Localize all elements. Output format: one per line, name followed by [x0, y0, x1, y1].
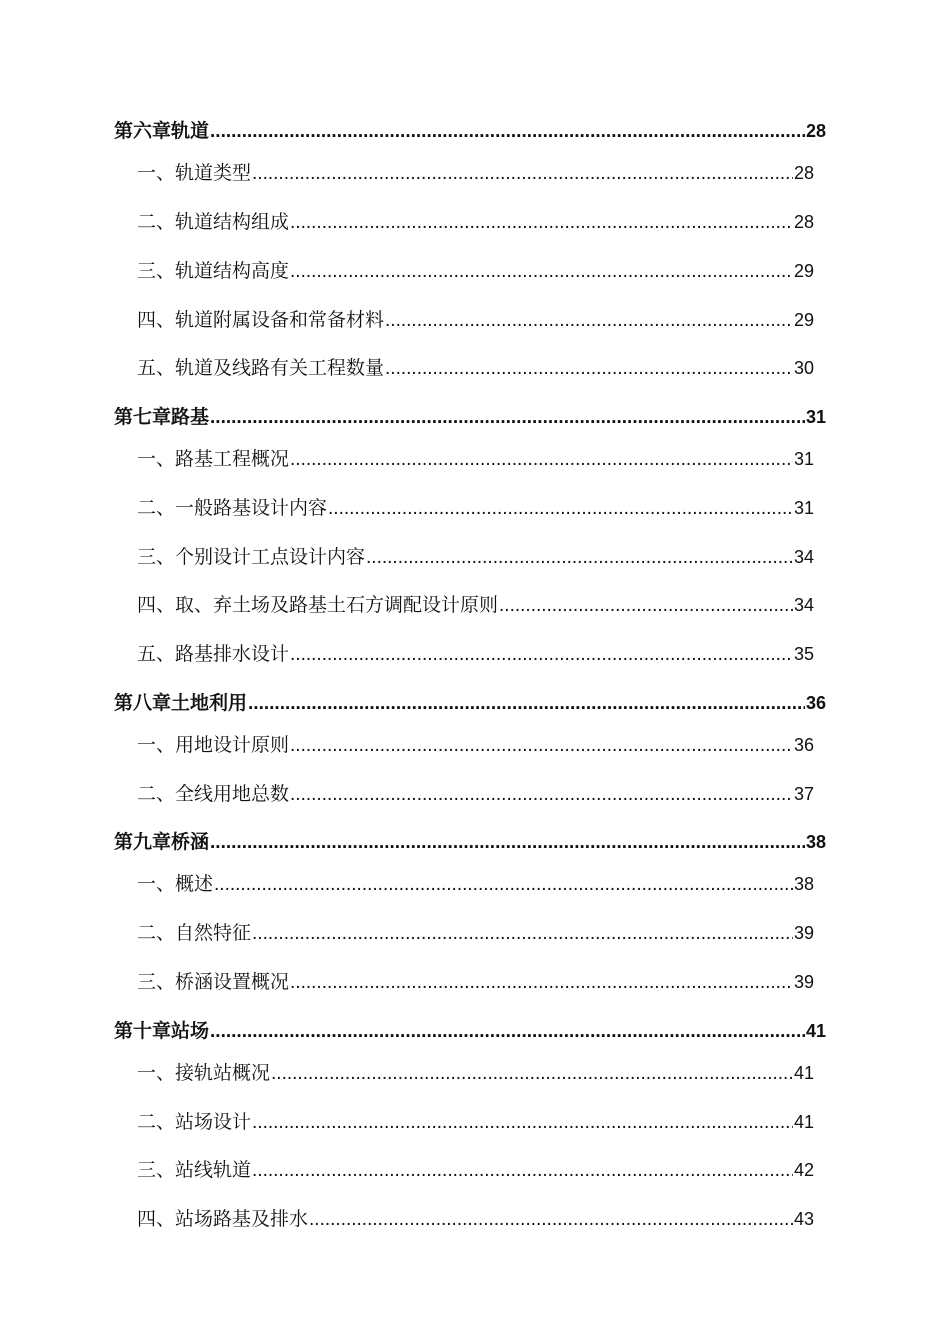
toc-page-number: 28 — [793, 212, 814, 232]
toc-page-number: 41 — [793, 1063, 814, 1083]
dot-leader — [210, 832, 805, 854]
toc-title: 第十章站场 — [114, 1020, 210, 1042]
toc-title: 二、自然特征 — [137, 922, 252, 944]
dot-leader — [210, 407, 805, 429]
toc-title: 二、轨道结构组成 — [137, 211, 290, 233]
toc-title: 一、概述 — [137, 873, 214, 895]
toc-title: 第九章桥涵 — [114, 831, 210, 853]
toc-page-number: 36 — [793, 735, 814, 755]
toc-section[interactable] — [137, 590, 814, 617]
toc-page-number: 34 — [793, 595, 814, 615]
toc-chapter[interactable] — [114, 116, 826, 143]
toc-title: 一、用地设计原则 — [137, 734, 290, 756]
toc-section[interactable] — [137, 493, 814, 520]
toc-chapter[interactable] — [114, 688, 826, 715]
toc-page-number: 29 — [793, 310, 814, 330]
dot-leader — [499, 595, 793, 617]
dot-leader — [248, 693, 805, 715]
toc-page-number: 38 — [793, 874, 814, 894]
dot-leader — [290, 261, 793, 283]
dot-leader — [252, 1112, 793, 1134]
toc-page-number: 35 — [793, 644, 814, 664]
toc-page-number: 28 — [793, 163, 814, 183]
toc-section[interactable] — [137, 967, 814, 994]
dot-leader — [290, 735, 793, 757]
toc-page-number: 39 — [793, 923, 814, 943]
toc-page-number: 38 — [805, 832, 826, 852]
toc-section[interactable] — [137, 918, 814, 945]
toc-page-number: 36 — [805, 693, 826, 713]
toc-title: 三、轨道结构高度 — [137, 260, 290, 282]
toc-title: 二、站场设计 — [137, 1111, 252, 1133]
toc-page-number: 28 — [805, 121, 826, 141]
toc-title: 四、取、弃土场及路基土石方调配设计原则 — [137, 594, 499, 616]
dot-leader — [252, 163, 793, 185]
toc-section[interactable] — [137, 444, 814, 471]
toc-chapter[interactable] — [114, 827, 826, 854]
dot-leader — [290, 449, 793, 471]
toc-page-number: 37 — [793, 784, 814, 804]
dot-leader — [210, 121, 805, 143]
toc-title: 第七章路基 — [114, 406, 210, 428]
toc-title: 一、接轨站概况 — [137, 1062, 271, 1084]
dot-leader — [328, 498, 793, 520]
dot-leader — [214, 874, 793, 896]
toc-title: 一、路基工程概况 — [137, 448, 290, 470]
toc-section[interactable] — [137, 779, 814, 806]
toc-title: 五、路基排水设计 — [137, 643, 290, 665]
toc-section[interactable] — [137, 353, 814, 380]
toc-page-number: 30 — [793, 358, 814, 378]
toc-page-number: 31 — [805, 407, 826, 427]
dot-leader — [290, 644, 793, 666]
dot-leader — [290, 212, 793, 234]
toc-title: 三、个别设计工点设计内容 — [137, 546, 366, 568]
toc-page-number: 43 — [793, 1209, 814, 1229]
dot-leader — [385, 358, 793, 380]
toc-page-number: 31 — [793, 498, 814, 518]
toc-page-number: 39 — [793, 972, 814, 992]
dot-leader — [252, 1160, 793, 1182]
dot-leader — [271, 1063, 793, 1085]
toc-section[interactable] — [137, 1155, 814, 1182]
toc-section[interactable] — [137, 207, 814, 234]
toc-page-number: 34 — [793, 547, 814, 567]
toc-title: 五、轨道及线路有关工程数量 — [137, 357, 385, 379]
toc-page-number: 41 — [793, 1112, 814, 1132]
toc-section[interactable] — [137, 1107, 814, 1134]
dot-leader — [252, 923, 793, 945]
toc-chapter[interactable] — [114, 1016, 826, 1043]
toc-title: 二、全线用地总数 — [137, 783, 290, 805]
toc-section[interactable] — [137, 305, 814, 332]
toc-title: 第八章土地利用 — [114, 692, 248, 714]
toc-section[interactable] — [137, 1058, 814, 1085]
toc-section[interactable] — [137, 542, 814, 569]
toc-page-number: 29 — [793, 261, 814, 281]
dot-leader — [366, 547, 793, 569]
toc-title: 三、站线轨道 — [137, 1159, 252, 1181]
dot-leader — [210, 1021, 805, 1043]
toc-section[interactable] — [137, 730, 814, 757]
toc-title: 四、轨道附属设备和常备材料 — [137, 309, 385, 331]
toc-page-number: 41 — [805, 1021, 826, 1041]
toc-section[interactable] — [137, 1204, 814, 1231]
toc-section[interactable] — [137, 869, 814, 896]
toc-section[interactable] — [137, 256, 814, 283]
toc-title: 第六章轨道 — [114, 120, 210, 142]
toc-title: 三、桥涵设置概况 — [137, 971, 290, 993]
toc-page-number: 42 — [793, 1160, 814, 1180]
dot-leader — [385, 310, 793, 332]
toc-chapter[interactable] — [114, 402, 826, 429]
toc-section[interactable] — [137, 639, 814, 666]
toc-title: 二、一般路基设计内容 — [137, 497, 328, 519]
toc-title: 一、轨道类型 — [137, 162, 252, 184]
toc-title: 四、站场路基及排水 — [137, 1208, 309, 1230]
dot-leader — [290, 972, 793, 994]
toc-page-number: 31 — [793, 449, 814, 469]
dot-leader — [309, 1209, 793, 1231]
toc-section[interactable] — [137, 158, 814, 185]
dot-leader — [290, 784, 793, 806]
